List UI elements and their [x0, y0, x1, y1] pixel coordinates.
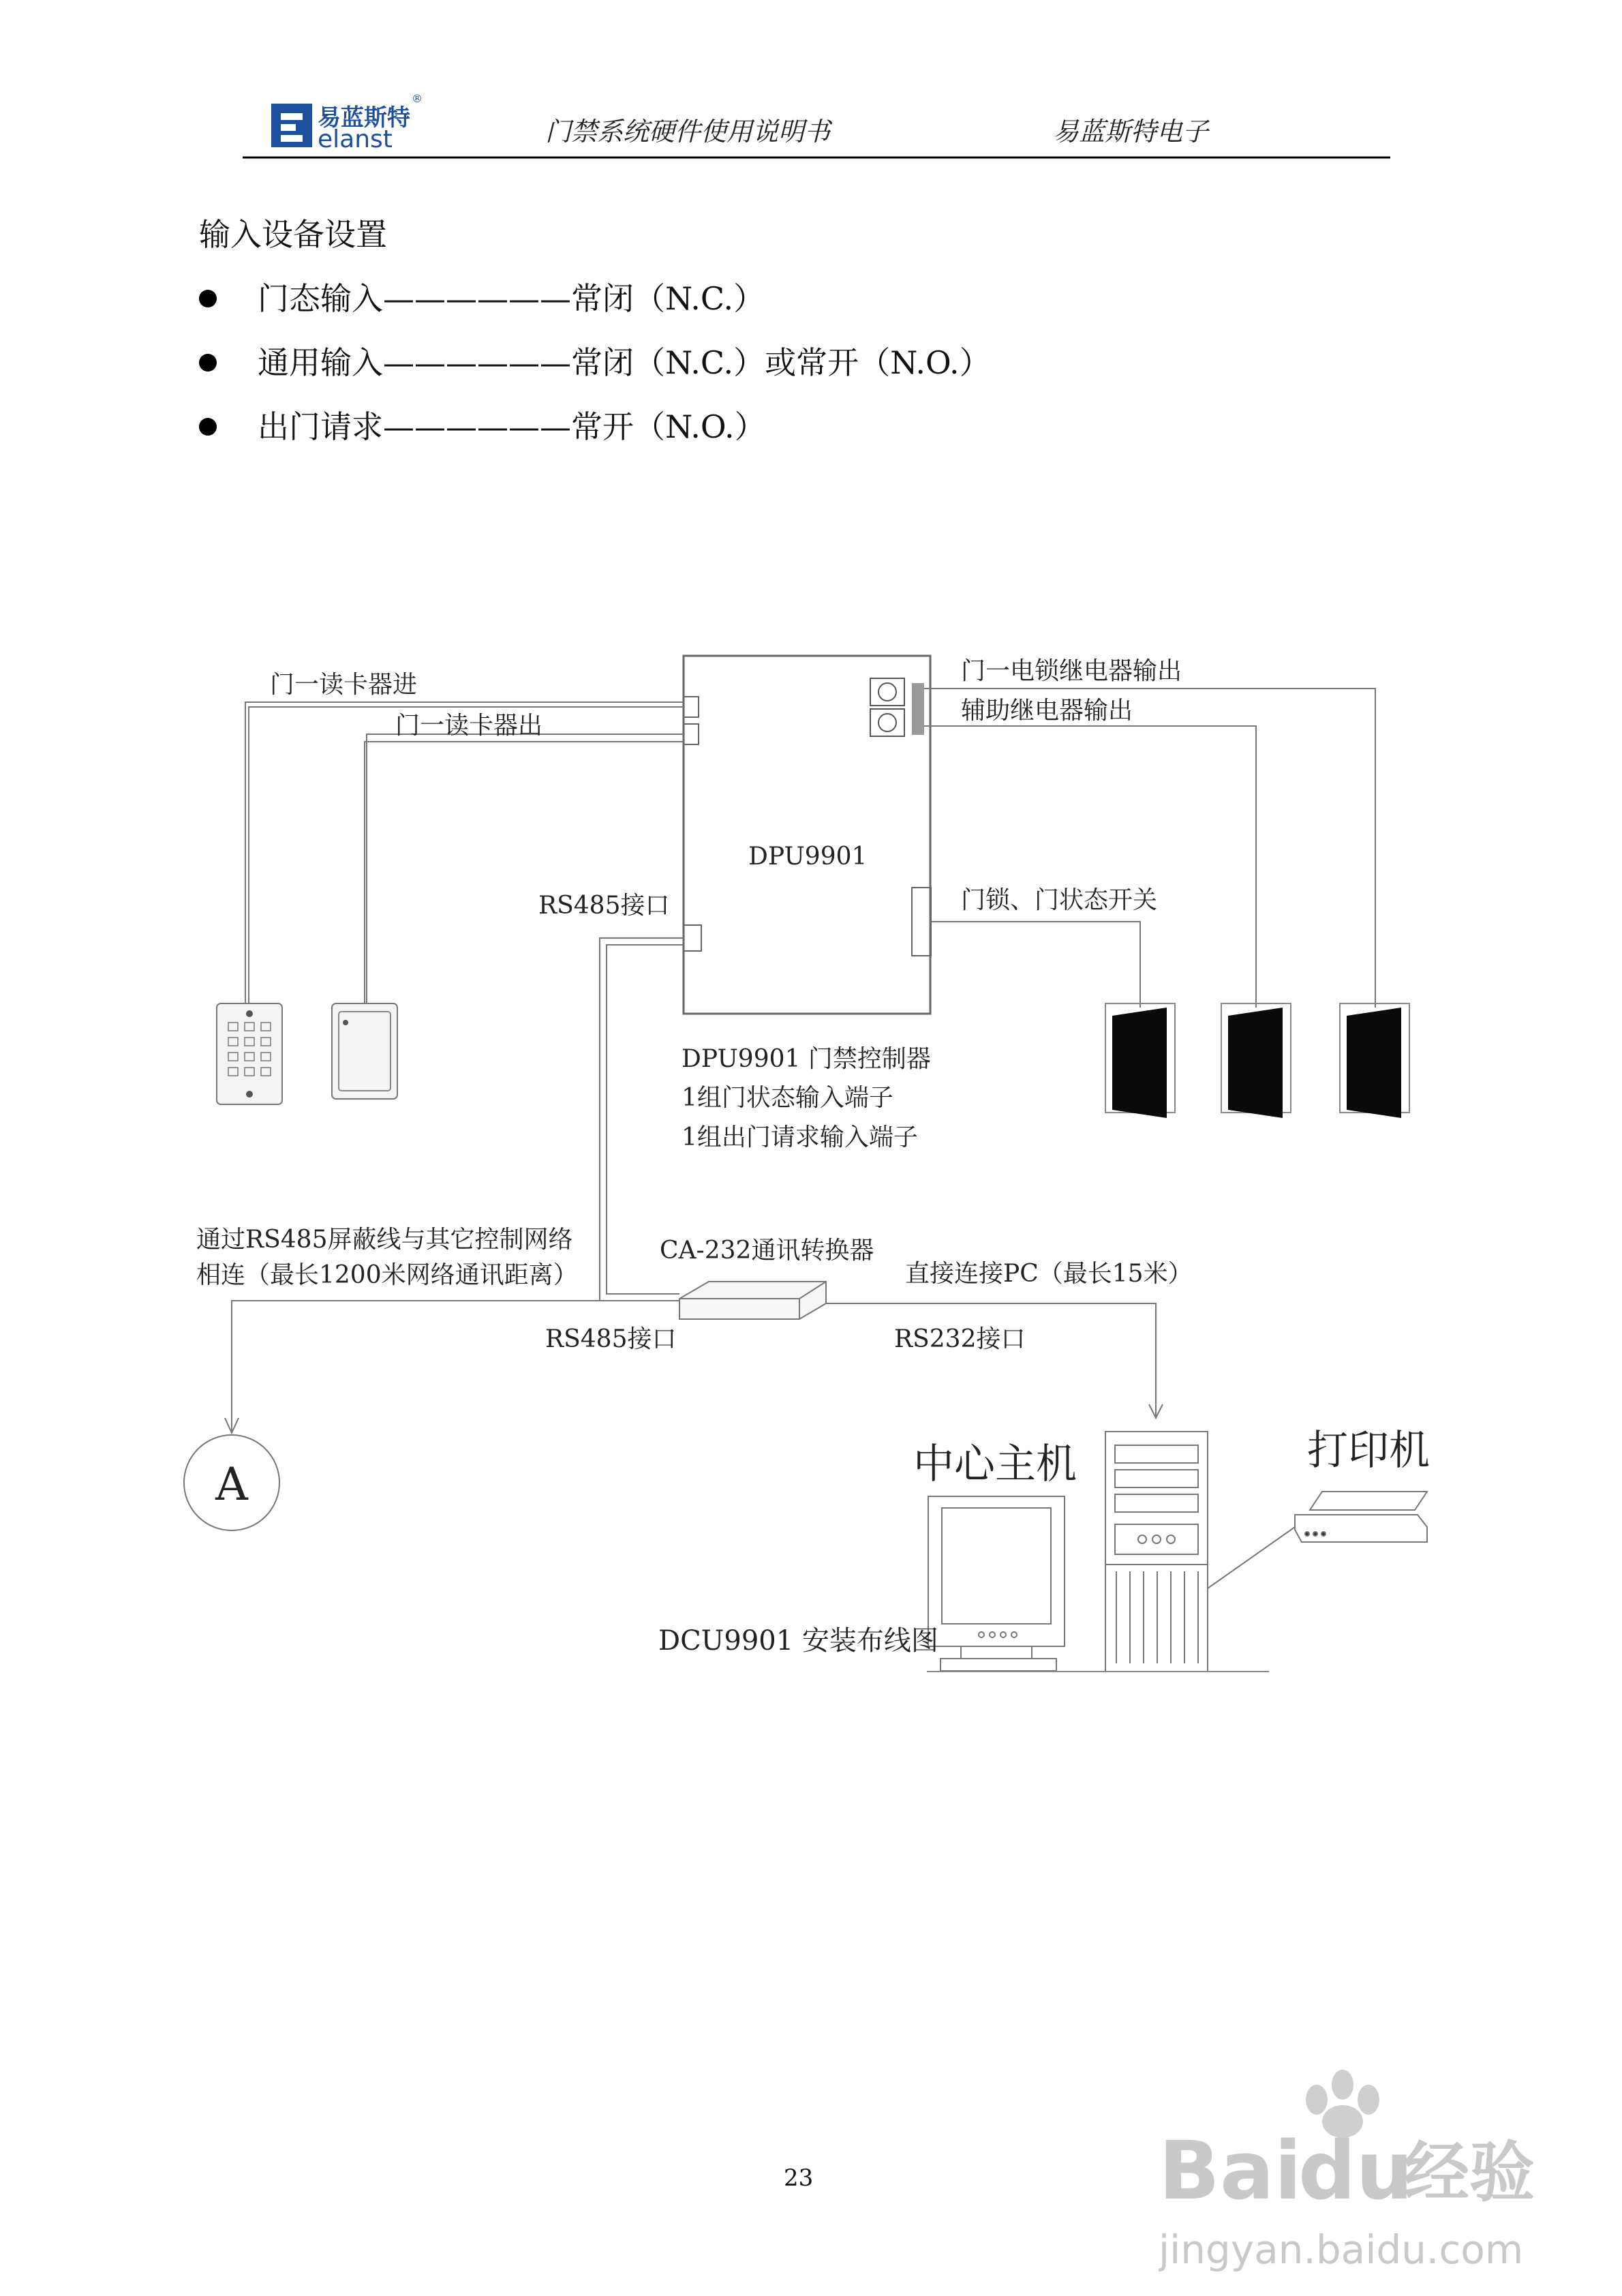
computer-tower-icon: [1105, 1432, 1208, 1672]
elanst-logo: [271, 92, 423, 153]
bullet-item-exit-request: 出门请求——————常开（N.O.）: [199, 402, 766, 447]
controller-label: DPU9901: [748, 843, 868, 871]
door-lock-icon: [1105, 1003, 1175, 1118]
door-switch-label: 门锁、门状态开关: [961, 886, 1158, 914]
watermark-brand: Bai: [1159, 2124, 1302, 2218]
rs485-wires: [232, 938, 684, 1432]
converter-device-icon: [679, 1282, 826, 1319]
network-note-line: 相连（最长1200米网络通讯距离）: [196, 1261, 578, 1289]
rs232-wire: [826, 1303, 1163, 1418]
network-node-a: [184, 1418, 279, 1530]
svg-text:elanst: elanst: [318, 125, 393, 153]
watermark-url: jingyan.baidu.com: [1159, 2226, 1524, 2273]
controller-board: [684, 656, 931, 1014]
document-title: 门禁系统硬件使用说明书: [545, 117, 831, 147]
bullet-icon: [199, 418, 217, 436]
bullet-item-general-input: 通用输入——————常闭（N.C.）或常开（N.O.）: [199, 338, 991, 383]
relay-aux-label: 辅助继电器输出: [961, 697, 1133, 725]
svg-text:®: ®: [412, 92, 423, 105]
pc-note-label: 直接连接PC（最长15米）: [905, 1260, 1193, 1288]
host-label: 中心主机: [913, 1440, 1077, 1488]
network-note-line: 通过RS485屏蔽线与其它控制网络: [196, 1226, 573, 1254]
reader-in-label: 门一读卡器进: [270, 671, 418, 699]
rs485-port-label: RS485接口: [538, 892, 670, 920]
rs232-port-label: RS232接口: [894, 1325, 1026, 1353]
door-lock-icon: [1340, 1003, 1409, 1118]
bullet-icon: [199, 354, 217, 372]
printer-label: 打印机: [1307, 1427, 1430, 1475]
diagram-caption: DCU9901 安装布线图: [658, 1625, 938, 1657]
reader-wires: [245, 702, 684, 1003]
relay-lock-label: 门一电锁继电器输出: [961, 657, 1182, 685]
watermark-brand-du: du: [1298, 2124, 1413, 2218]
bullet-item-door-status: 门态输入——————常闭（N.C.）: [199, 274, 765, 319]
baidu-jingyan-watermark: [1159, 2059, 1581, 2284]
rs485-port-bottom-label: RS485接口: [545, 1325, 677, 1353]
watermark-product: 经验: [1404, 2134, 1535, 2211]
controller-desc-line: DPU9901 门禁控制器: [682, 1045, 931, 1073]
printer-icon: [1208, 1492, 1427, 1588]
keypad-reader-icon: [217, 1003, 282, 1104]
company-name: 易蓝斯特电子: [1053, 117, 1209, 147]
page-number: 23: [784, 2164, 814, 2192]
reader-out-label: 门一读卡器出: [395, 712, 543, 740]
section-title: 输入设备设置: [199, 216, 387, 253]
svg-text:易蓝斯特: 易蓝斯特: [318, 104, 410, 132]
relay-wires: [924, 689, 1375, 1008]
svg-text:A: A: [215, 1458, 248, 1511]
bullet-icon: [199, 290, 217, 307]
controller-desc-line: 1组出门请求输入端子: [682, 1123, 918, 1151]
wiring-diagram: [0, 614, 1622, 1677]
monitor-icon: [928, 1496, 1065, 1671]
card-reader-icon: [332, 1003, 397, 1099]
page-header: [0, 0, 1622, 164]
controller-desc-line: 1组门状态输入端子: [682, 1084, 893, 1112]
converter-label: CA-232通讯转换器: [660, 1237, 874, 1265]
door-lock-icon: [1221, 1003, 1291, 1118]
